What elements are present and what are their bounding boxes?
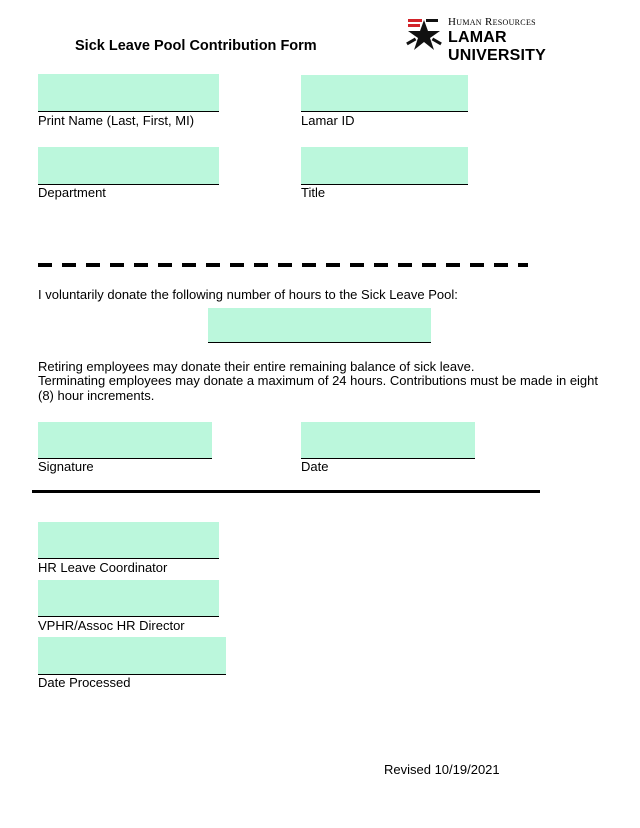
dashed-divider <box>38 263 528 267</box>
vphr-label: VPHR/Assoc HR Director <box>38 618 185 633</box>
logo-line-1: Human Resources <box>448 16 536 28</box>
date-field[interactable] <box>301 422 475 459</box>
hr-leave-coordinator-field[interactable] <box>38 522 219 559</box>
department-field[interactable] <box>38 147 219 185</box>
solid-divider <box>32 490 540 493</box>
print-name-field[interactable] <box>38 74 219 112</box>
hours-field[interactable] <box>208 308 431 343</box>
title-field[interactable] <box>301 147 468 185</box>
date-processed-field[interactable] <box>38 637 226 675</box>
signature-field[interactable] <box>38 422 212 459</box>
lamar-id-field[interactable] <box>301 75 468 112</box>
title-label: Title <box>301 185 326 200</box>
vphr-field[interactable] <box>38 580 219 617</box>
logo-line-2: LAMAR UNIVERSITY <box>448 29 547 64</box>
print-name-label: Print Name (Last, First, MI) <box>38 113 195 128</box>
department-label: Department <box>38 185 106 200</box>
date-label: Date <box>301 459 329 474</box>
donate-statement: I voluntarily donate the following number of hours to the Sick Leave Pool: <box>38 287 458 302</box>
date-processed-label: Date Processed <box>38 675 131 690</box>
lamar-id-label: Lamar ID <box>301 113 355 128</box>
page-title: Sick Leave Pool Contribution Form <box>75 38 317 54</box>
revised-date: Revised 10/19/2021 <box>384 762 500 777</box>
terminating-note: Terminating employees may donate a maximum of 24 hours. Contributions must be made in eight (8) hour increments. <box>38 373 599 403</box>
lamar-star-icon <box>404 16 444 56</box>
lamar-logo <box>404 16 609 64</box>
hr-leave-coordinator-label: HR Leave Coordinator <box>38 560 168 575</box>
retiring-note: Retiring employees may donate their entire remaining balance of sick leave. <box>38 359 475 374</box>
signature-label: Signature <box>38 459 94 474</box>
